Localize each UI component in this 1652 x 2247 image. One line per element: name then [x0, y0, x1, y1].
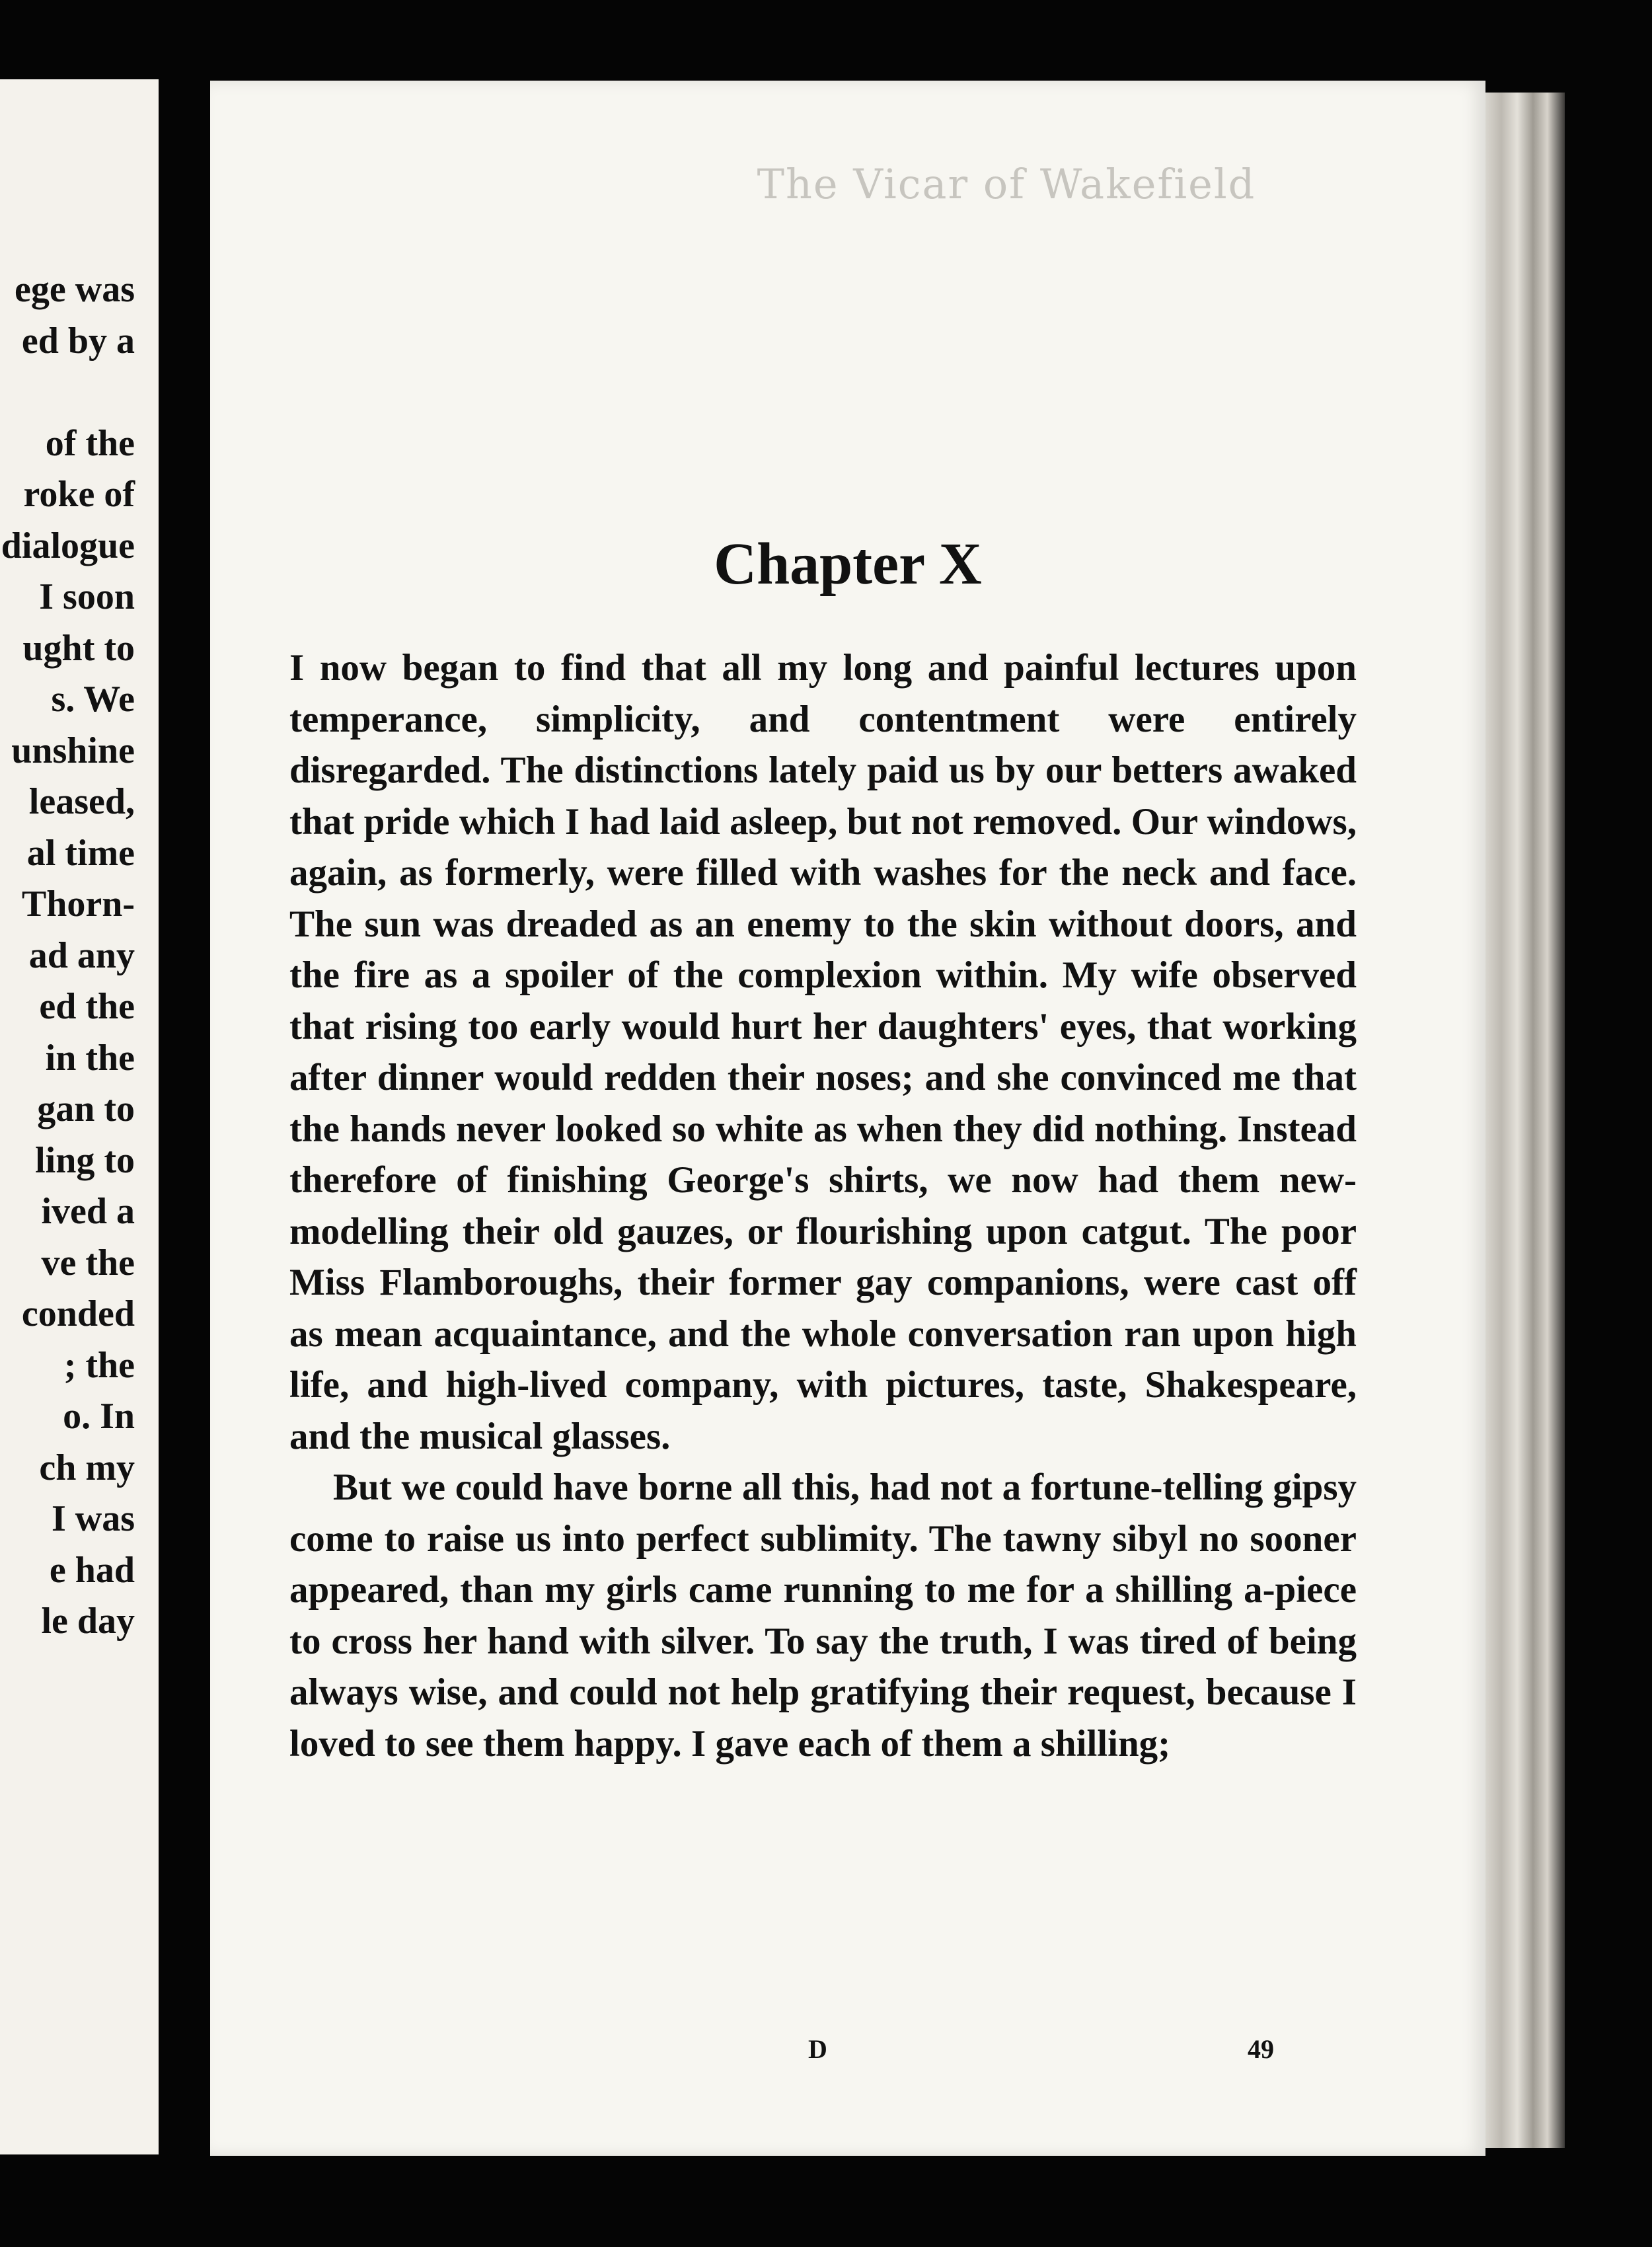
left-line: dialogue: [1, 525, 135, 566]
right-page: [210, 81, 1485, 2156]
left-line: roke of: [23, 474, 135, 515]
left-line: ad any: [28, 934, 135, 976]
running-header-bleedthrough: The Vicar of Wakefield: [757, 160, 1256, 208]
left-line: ; the: [63, 1344, 135, 1386]
left-line: ed the: [39, 986, 135, 1027]
left-line: of the: [45, 422, 135, 464]
left-page-text: [1, 264, 135, 1648]
left-line: ed by a: [21, 320, 135, 362]
signature-mark: D: [808, 2034, 827, 2064]
left-line: ve the: [41, 1242, 135, 1283]
left-line: conded: [21, 1293, 135, 1334]
left-line: ught to: [22, 627, 135, 669]
chapter-body: [289, 642, 1357, 1769]
left-line: in the: [45, 1037, 135, 1079]
left-line: [1, 367, 135, 418]
left-line: unshine: [11, 730, 135, 771]
left-line: Thorn-: [21, 884, 135, 925]
left-line: ege was: [15, 269, 135, 310]
chapter-title: Chapter X: [714, 531, 982, 597]
paragraph: But we could have borne all this, had not a fortune-telling gipsy come to raise us into perfect sublimity. The tawny sibyl no sooner appeared, than my girls came running to me for a shilling a-piece to cross her hand with silver. To say the truth, I was tired of being always wise, and could not help gratifying their request, because I loved to see them happy. I gave each of them a shilling;: [289, 1466, 1357, 1765]
left-line: leased,: [28, 781, 135, 822]
left-line: le day: [41, 1601, 135, 1642]
page-edges: [1485, 93, 1565, 2148]
left-line: s. We: [51, 679, 135, 720]
page-number: 49: [1248, 2034, 1274, 2064]
left-page: [0, 79, 159, 2154]
left-line: o. In: [63, 1396, 135, 1437]
left-line: ch my: [39, 1447, 135, 1488]
left-line: ling to: [35, 1139, 135, 1181]
left-line: ived a: [41, 1191, 135, 1232]
left-line: I was: [51, 1498, 135, 1539]
left-line: e had: [49, 1549, 135, 1591]
left-line: al time: [26, 832, 135, 874]
left-line: gan to: [37, 1088, 135, 1129]
left-line: I soon: [39, 576, 135, 617]
paragraph: I now began to find that all my long and painful lectures upon temperance, simplicity, and contentment were entirely disregarded. The distinctions lately paid us by our betters awaked that pride which I had laid asleep, but not removed. Our windows, again, as formerly, were filled with washes for the neck and face. The sun was dreaded as an enemy to the skin without doors, and the fire as a spoiler of the complexion within. My wife observed that rising too early would hurt her daughters' eyes, that working after dinner would redden their noses; and she convinced me that the hands never looked so white as when they did nothing. Instead therefore of finishing George's shirts, we now had them new-modelling their old gauzes, or flourishing upon catgut. The poor Miss Flamboroughs, their former gay companions, were cast off as mean acquaintance, and the whole conversation ran upon high life, and high-lived company, with pictures, taste, Shakespeare, and the musical glasses.: [289, 647, 1357, 1457]
